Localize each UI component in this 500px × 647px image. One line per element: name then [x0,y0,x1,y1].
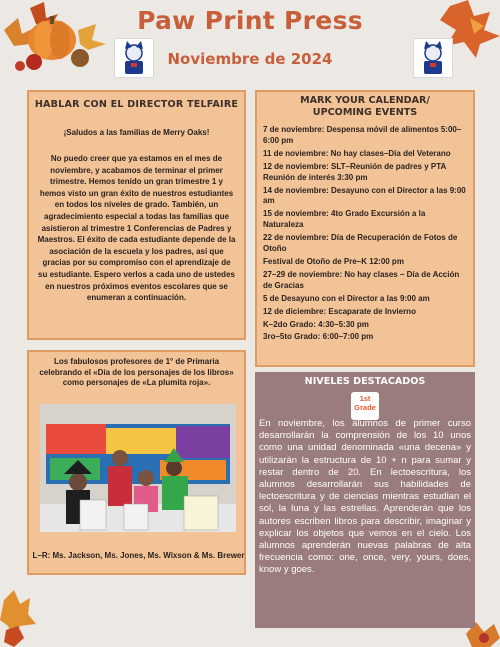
event-item: 15 de noviembre: 4to Grado Excursión a la Naturaleza [263,209,426,230]
director-greeting: ¡Saludos a las familias de Merry Oaks! [63,128,210,137]
event-item: Festival de Otoño de Pre–K 12:00 pm [263,256,404,266]
event-item: 12 de diciembre: Escaparate de Invierno [263,306,416,316]
newsletter-title: Paw Print Press [137,6,363,35]
first-grade-badge [351,392,379,420]
event-list [263,125,467,343]
event-item: 22 de noviembre: Día de Recuperación de Fotos de Otoño [263,233,458,254]
teachers-photo-panel [27,350,246,575]
calendar-heading-line-1: MARK YOUR CALENDAR/ [300,95,430,106]
grade-highlights-heading: NIVELES DESTACADOS [304,376,426,387]
grade-highlights-panel [255,372,475,628]
calendar-heading-line-2: UPCOMING EVENTS [312,107,418,118]
teachers-photo [40,404,236,532]
calendar-heading [257,95,473,119]
event-item: 14 de noviembre: Desayuno con el Director a las 9:00 am [263,185,466,206]
event-item: 12 de noviembre: SLT–Reunión de padres y PTA Reunión de interés 3:30 pm [263,161,447,182]
mascot-logo-right [413,38,453,78]
director-message-body: No puedo creer que ya estamos en el mes de noviembre, y acabamos de terminar el primer trimestre. Hemos tenido un gran trimestre 1 y hemos visto un gran éxito de nuestros estudiantes en todos los niveles de grado. También, un agradecimiento especial a todas las familias que asistieron al trimestre 1 Conferencias de Padres y Maestros. El éxito de cada estudiante depende de la asociación de la escuela y los padres, así que gracias por su compromiso con el aprendizaje de su estudiante. Espero verlos a cada uno de ustedes en nuestros próximos eventos escolares que se enumeran a continuación. [37,154,236,303]
teachers-caption: Los fabulosos profesores de 1° de Primaria celebrando el «Día de los personajes de los libros» como personajes de «La plumita roja». [39,357,234,387]
calendar-panel [255,90,475,367]
event-item: 7 de noviembre: Despensa móvil de alimentos 5:00–6:00 pm [263,125,462,145]
director-message-panel [27,90,246,340]
grade-highlights-body: En noviembre, los alumnos de primer curso desarrollarán la comprensión de los 10 unos como una unidad denominada «una decena» y utilizarán la estructura de 10 + n para sumar y restar dentro de 20. En lectoescritura, los alumnos desarrollarán sus habilidades de lectoescritura y de ciencias mientras estudian el sol, la luna y las estrellas. Aprenderán que los autores escriben libros para describir, imaginar y explicar los objetos que vemos en el cielo. Los alumnos aprenderán nuevas palabras de alta frecuencia como: one, once, very, yours, does, know y goes. [259,418,471,576]
badge-line-1: 1st [359,394,371,403]
autumn-leaves-illustration-bottom-left [0,590,36,647]
event-item: K–2do Grado: 4:30–5:30 pm [263,319,369,329]
badge-line-2: Grade [354,402,376,412]
newsletter-date: Noviembre de 2024 [167,50,333,68]
event-item: 3ro–5to Grado: 6:00–7:00 pm [263,332,374,342]
teachers-names: L–R: Ms. Jackson, Ms. Jones, Ms. Wixson & Ms. Brewer [32,551,245,560]
event-item: 11 de noviembre: No hay clases–Día del Veterano [263,148,451,158]
event-item: 5 de Desayuno con el Director a las 9:00 am [263,293,430,303]
director-heading: HABLAR CON EL DIRECTOR TELFAIRE [34,99,239,110]
mascot-logo-left [114,38,154,78]
event-item: 27–29 de noviembre: No hay clases – Día de Acción de Gracias [263,269,460,290]
